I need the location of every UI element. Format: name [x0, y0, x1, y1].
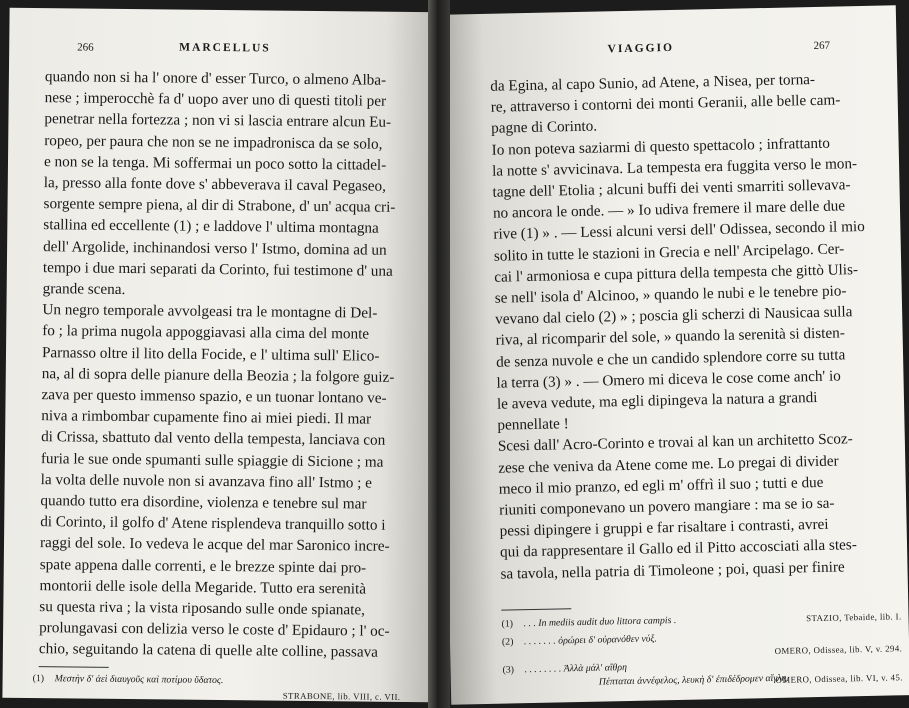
text-line: sorgente sempre piena, al dir di Strabone, d' un' acqua cri-	[43, 195, 396, 217]
text-line: nese ; imperocchè fa d' uopo aver uno di questi titoli per	[44, 89, 387, 110]
footnote-marker: (2)	[501, 636, 514, 648]
text-line: no ancora le onde. — » Io udiva fremere il mare delle due	[492, 197, 846, 222]
left-page	[2, 8, 437, 702]
text-line: la terra (3) » . — Omero mi diceva le cose come anch' io	[496, 367, 841, 392]
text-line: ropeo, per paura che non se ne impadronisca da se solo,	[44, 131, 383, 153]
right-page	[437, 5, 909, 704]
text-line: sa tavola, nella patria di Timoleone ; poi, quasi per finire	[500, 558, 845, 583]
text-line: na, al di sopra delle pianure della Beozia ; la folgore guiz-	[41, 364, 395, 386]
footnote-citation: STRABONE, lib. VIII, c. VII.	[282, 690, 401, 702]
text-line: rive (1) » . — Lessi alcuni versi dell' Odissea, secondo il mio	[493, 218, 865, 244]
text-line: re, attraverso i contorni dei monti Geranii, alle belle cam-	[490, 91, 841, 116]
text-line: le aveva vedute, ma egli dipingeva la natura a grandi	[496, 389, 818, 413]
running-head-left: MARCELLUS	[179, 41, 271, 55]
text-line: zese che veniva da Atene come me. Lo pregai di divider	[498, 452, 839, 477]
text-line: dell' Argolide, inchinandosi verso l' Istmo, domina ad un	[43, 237, 387, 259]
text-line: pennellate !	[497, 415, 569, 434]
text-line: stallina ed eccellente (1) ; e laddove l' ultima montagna	[43, 216, 379, 238]
page-number-right: 267	[813, 39, 831, 52]
book-gutter	[428, 0, 450, 708]
left-footnotes	[32, 672, 400, 702]
footnote-text: . . . . . . . ὀρώρει δ' οὐρανόθεν νύξ.	[523, 633, 658, 648]
text-line: la volta delle nuvole non si avanzava fino all' Istmo ; e	[40, 470, 373, 492]
footnote-citation: STAZIO, Tebaide, lib. I.	[806, 611, 902, 624]
text-line: pessi dipingere i gruppi e far risaltare i contrasti, avrei	[499, 516, 829, 540]
footnote-citation: OMERO, Odissea, lib. V, v. 294.	[774, 643, 903, 656]
text-line: furia le sue onde spumanti sulle spiaggie di Sicione ; ma	[40, 449, 384, 471]
footnote-text: . . . . . . . . Ἀλλὰ μάλ' αἴθρη	[524, 662, 627, 676]
text-line: tagne dell' Etolia ; alcuni buffi dei venti smarriti sollevava-	[492, 176, 851, 201]
page-number-left: 266	[77, 41, 94, 54]
footnote-text: Πέπταται ἀννέφελος, λευκὴ δ' ἐπιδέδρομεν αἴγλη.	[598, 672, 789, 688]
footnote-separator-left	[39, 666, 109, 668]
footnote-separator-right	[501, 608, 571, 610]
text-line: quando tutto era disordine, violenza e tenebre sul mar	[40, 492, 367, 513]
text-line: riuniti componevano un povero mangiare : ma se io sa-	[499, 494, 835, 519]
text-line: vevano dal cielo (2) » ; poscia gli scherzi di Nausicaa sulla	[495, 303, 853, 328]
text-line: niva a rimbombar cupamente fino ai miei piedi. Il mar	[41, 407, 372, 428]
text-line: se nell' isola d' Alcinoo, » quando le nubi e le tenebre pio-	[494, 282, 847, 307]
text-line: quando non si ha l' onore d' esser Turco, o almeno Alba-	[44, 68, 387, 89]
text-line: chio, seguitando la catena di quelle alte colline, passava	[38, 640, 379, 662]
text-line: di Crissa, sbattuto dal vento della tempesta, lanciava con	[41, 428, 386, 450]
text-line: solito in tutte le stazioni in Grecia e nell' Arcipelago. Cer-	[493, 240, 845, 265]
text-line: Un negro temporale avvolgeasi tra le montagne di Del-	[42, 301, 378, 322]
text-line: qui da rappresentare il Gallo ed il Pitto accosciati alla stes-	[499, 536, 857, 562]
text-line: la, presso alla fonte dove s' abbeverava il caval Pegaseo,	[43, 174, 387, 195]
right-body-text	[490, 67, 901, 584]
footnote-text: . . . In mediis audit duo littora campis .	[523, 615, 677, 630]
footnote-marker: (1)	[32, 673, 45, 685]
text-line: la notte s' avvicinava. La tempesta era fuggita verso le mon-	[491, 154, 858, 180]
text-line: zava per questo immenso spazio, e un tuonar lontano ve-	[41, 386, 387, 407]
text-line: cai l' armoniosa e cupa pittura della tempesta che gittò Ulis-	[494, 260, 859, 286]
text-line: pagne di Corinto.	[491, 117, 598, 138]
footnote-citation: OMERO, Odissea, lib. VI, v. 45.	[775, 672, 903, 685]
right-footnotes	[501, 609, 902, 691]
text-line: meco il mio pranzo, ed egli m' offrì il suo ; tutti e due	[498, 473, 824, 498]
text-line: montorii delle isole della Megaride. Tutto era serenità	[39, 576, 367, 598]
text-line: prolungavasi con delizia verso le coste d' Epidauro ; l' oc-	[39, 619, 390, 641]
text-line: fo ; la prima nugola appoggiavasi alla cima del monte	[42, 322, 370, 343]
text-line: su questa riva ; la vista riposando sulle onde spianate,	[39, 598, 366, 619]
footnote-citation-row	[32, 686, 400, 702]
left-body-text	[39, 66, 425, 664]
footnote-marker: (3)	[502, 664, 515, 676]
text-line: de senza nuvole e che un candido splendore corre su tutta	[495, 346, 846, 371]
footnote-text: Μεστὴν δ' ἀεὶ διαυγοῦς καὶ ποτίμου ὕδατος.	[54, 673, 224, 687]
running-head-right: VIAGGIO	[607, 41, 675, 56]
text-line: Scesi dall' Acro-Corinto e trovai al kan un architetto Scoz-	[497, 430, 853, 456]
footnote-marker: (1)	[501, 618, 514, 630]
text-line: raggi del sole. Io vedeva le acque del mar Saronico incre-	[39, 534, 390, 556]
text-line: e non se la tenga. Mi soffermai un poco sotto la cittadel-	[43, 152, 387, 174]
text-line: tempo i due mari separati da Corinto, fui testimone d' una	[42, 258, 393, 280]
text-line: grande scena.	[42, 280, 126, 299]
text-line: Io non poteva saziarmi di questo spettacolo ; infrattanto	[491, 134, 831, 159]
text-line: Parnasso oltre il lito della Focide, e l' ultima sull' Elico-	[41, 343, 380, 365]
text-line: riva, al ricomparir del sole, » quando la serenità si disten-	[495, 324, 845, 350]
text-line: penetrar nella fortezza ; non vi si lascia entrare alcun Eu-	[44, 110, 392, 132]
text-line: spate appena dalle correnti, e le brezze spinte dai pro-	[39, 555, 367, 577]
text-line: di Corinto, il golfo d' Atene risplendeva tranquillo sotto i	[40, 513, 386, 535]
text-line: da Egina, al capo Sunio, ad Atene, a Nisea, per torna-	[490, 70, 816, 95]
